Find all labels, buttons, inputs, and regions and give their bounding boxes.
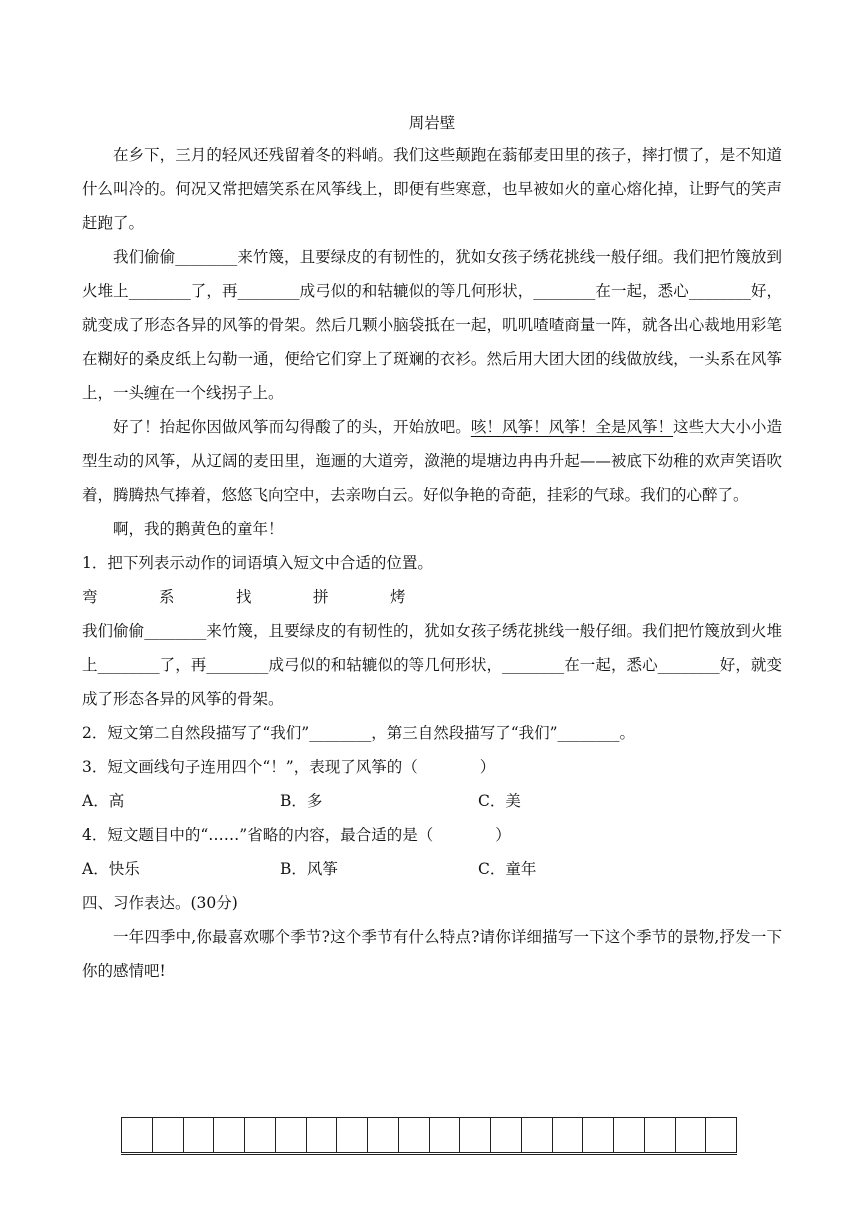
grid-cell[interactable] xyxy=(276,1118,307,1152)
grid-cell[interactable] xyxy=(153,1118,184,1152)
essay-prompt: 一年四季中,你最喜欢哪个季节?这个季节有什么特点?请你详细描写一下这个季节的景物,抒发一下你的感情吧! xyxy=(82,928,782,980)
question-3: 3．短文画线句子连用四个“！”，表现了风筝的（ ） xyxy=(82,758,496,776)
question-3-options xyxy=(82,784,782,818)
option-c: C．童年 xyxy=(478,860,537,878)
question-4-options xyxy=(82,852,782,886)
author-name: 周岩壁 xyxy=(408,114,456,132)
question-4: 4．短文题目中的“……”省略的内容，最合适的是（ ） xyxy=(82,826,511,844)
option-b: B．风筝 xyxy=(280,860,338,878)
worksheet-page xyxy=(82,108,782,988)
word-item: 系 xyxy=(159,588,175,606)
option-c: C．美 xyxy=(478,792,521,810)
grid-cell[interactable] xyxy=(245,1118,276,1152)
grid-cell[interactable] xyxy=(706,1118,736,1152)
grid-cell[interactable] xyxy=(307,1118,338,1152)
paragraph-1: 在乡下，三月的轻风还残留着冬的料峭。我们这些颠跑在蓊郁麦田里的孩子，摔打惯了，是不知道什么叫冷的。何况又常把嬉笑系在风筝线上，即便有些寒意，也早被如火的童心熔化掉，让野气的笑声赶跑了。 xyxy=(82,146,782,232)
word-bank xyxy=(82,580,782,614)
question-2: 2．短文第二自然段描写了“我们”________，第三自然段描写了“我们”________。 xyxy=(82,724,636,742)
option-a: A．快乐 xyxy=(82,860,140,878)
grid-cell[interactable] xyxy=(614,1118,645,1152)
grid-cell[interactable] xyxy=(676,1118,707,1152)
grid-cell[interactable] xyxy=(430,1118,461,1152)
grid-cell[interactable] xyxy=(368,1118,399,1152)
grid-cell[interactable] xyxy=(491,1118,522,1152)
grid-cell[interactable] xyxy=(645,1118,676,1152)
question-1-passage: 我们偷偷________来竹篾，且要绿皮的有韧性的，犹如女孩子绣花挑线一般仔细。我们把竹篾放到火堆上________了，再________成弓似的和轱辘似的等几何形状，________在一起，悉心________好，就变成了形态各异的风筝的骨架。 xyxy=(82,622,782,708)
section-heading: 四、习作表达。(30分) xyxy=(82,894,238,912)
word-item: 烤 xyxy=(390,588,406,606)
paragraph-3-rest: 这些大大小小造型生动的风筝，从辽阔的麦田里，迤逦的大道旁，潋滟的堤塘边冉冉升起——被底下幼稚的欢声笑语吹着，腾腾热气捧着，悠悠飞向空中，去亲吻白云。好似争艳的奇葩，挂彩的气球。我们的心醉了。 xyxy=(82,418,782,504)
grid-cell[interactable] xyxy=(399,1118,430,1152)
grid-cell[interactable] xyxy=(583,1118,614,1152)
option-b: B．多 xyxy=(280,792,323,810)
writing-grid[interactable] xyxy=(121,1117,737,1153)
grid-cell[interactable] xyxy=(184,1118,215,1152)
grid-cell[interactable] xyxy=(122,1118,153,1152)
paragraph-3 xyxy=(82,410,782,512)
word-item: 弯 xyxy=(82,588,98,606)
paragraph-4: 啊，我的鹅黄色的童年！ xyxy=(113,520,284,538)
paragraph-2: 我们偷偷________来竹篾，且要绿皮的有韧性的，犹如女孩子绣花挑线一般仔细。我们把竹篾放到火堆上________了，再________成弓似的和轱辘似的等几何形状，________在一起，悉心________好，就变成了形态各异的风筝的骨架。然后几颗小脑袋抵在一起，叽叽喳喳商量一阵，就各出心裁地用彩笔在糊好的桑皮纸上勾勒一通，便给它们穿上了斑斓的衣衫。然后用大团大团的线做放线，一头系在风筝上，一头缠在一个线拐子上。 xyxy=(82,248,782,402)
question-1: 1．把下列表示动作的词语填入短文中合适的位置。 xyxy=(82,554,433,572)
grid-cell[interactable] xyxy=(214,1118,245,1152)
word-item: 拼 xyxy=(313,588,329,606)
word-item: 找 xyxy=(236,588,252,606)
grid-cell[interactable] xyxy=(522,1118,553,1152)
grid-cell[interactable] xyxy=(337,1118,368,1152)
grid-baseline xyxy=(121,1152,737,1155)
paragraph-3-lead: 好了！抬起你因做风筝而勾得酸了的头，开始放吧。 xyxy=(113,418,471,436)
option-a: A．高 xyxy=(82,792,125,810)
grid-cell[interactable] xyxy=(553,1118,584,1152)
grid-cell[interactable] xyxy=(460,1118,491,1152)
underlined-sentence: 咳！风筝！风筝！全是风筝！ xyxy=(470,418,674,436)
